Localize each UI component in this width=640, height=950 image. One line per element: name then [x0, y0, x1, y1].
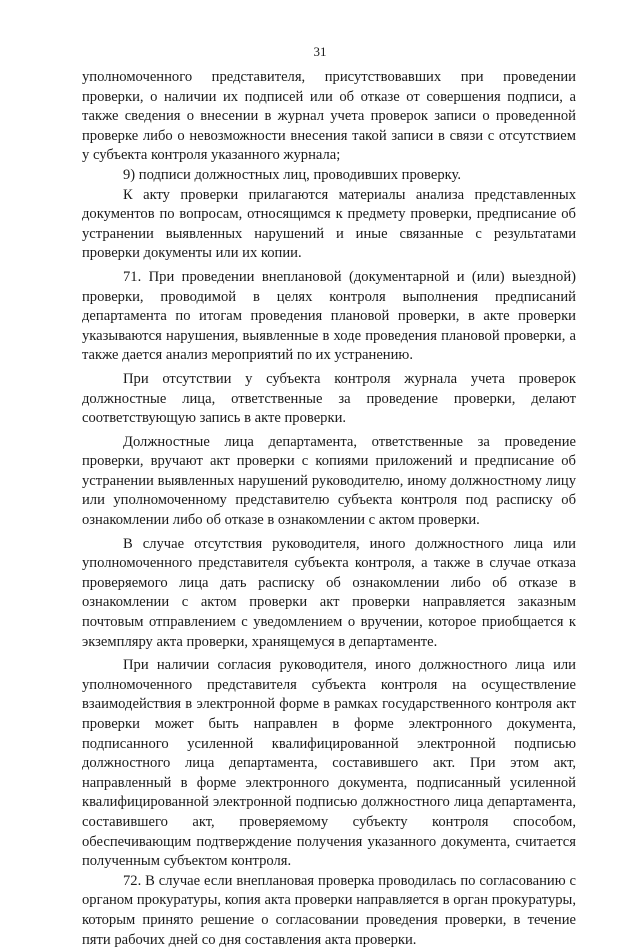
page-number: 31	[313, 44, 327, 59]
paragraph-attachments: К акту проверки прилагаются материалы анализа представленных документов по вопросам, относящимся к предмету проверки, предписание об устранении выявленных нарушений и иные связанные с результатами проверки документы или их копии.	[82, 186, 576, 262]
paragraph-no-journal: При отсутствии у субъекта контроля журнала учета проверок должностные лица, ответственные за проведение проверки, делают соответствующую запись в акте проверки.	[82, 370, 576, 427]
paragraph-72: 72. В случае если внеплановая проверка проводилась по согласованию с органом прокуратуры, копия акта проверки направляется в орган прокуратуры, которым принято решение о согласовании проведения проверки, в течение пяти рабочих дней со дня составления акта проверки.	[82, 872, 576, 948]
document-body	[82, 68, 576, 950]
paragraph-71: 71. При проведении внеплановой (документарной и (или) выездной) проверки, проводимой в целях контроля выполнения предписаний департамента по итогам проведения плановой проверки, в акте проверки указываются нарушения, выявленные в ходе проведения плановой проверки, а также дается анализ мероприятий по их устранению.	[82, 268, 576, 364]
paragraph-continuation: уполномоченного представителя, присутствовавших при проведении проверки, о наличии их подписей или об отказе от совершения подписи, а также сведения о внесении в журнал учета проверок записи о проведенной проверке либо о невозможности внесения такой записи в связи с отсутствием у субъекта контроля указанного журнала;	[82, 69, 576, 164]
paragraph-item-9: 9) подписи должностных лиц, проводивших проверку.	[123, 166, 461, 183]
paragraph-delivery: Должностные лица департамента, ответственные за проведение проверки, вручают акт проверки с копиями приложений и предписание об устранении выявленных нарушений руководителю, иному должностному лицу или уполномоченному представителю субъекта контроля под расписку об ознакомлении либо об отказе в ознакомлении с актом проверки.	[82, 433, 576, 529]
paragraph-absence: В случае отсутствия руководителя, иного должностного лица или уполномоченного представителя субъекта контроля, а также в случае отказа проверяемого лица дать расписку об ознакомлении либо об отказе в ознакомлении с актом проверки акт проверки направляется заказным почтовым отправлением с уведомлением о вручении, которое приобщается к экземпляру акта проверки, хранящемуся в департаменте.	[82, 535, 576, 650]
paragraph-electronic: При наличии согласия руководителя, иного должностного лица или уполномоченного представителя субъекта контроля на осуществление взаимодействия в электронной форме в рамках государственного контроля акт проверки может быть направлен в форме электронного документа, подписанного усиленной квалифицированной электронной подписью должностного лица департамента, составившего акт. При этом акт, направленный в форме электронного документа, подписанный усиленной квалифицированной электронной подписью должностного лица департамента, составившего акт, проверяемому субъекту контроля способом, обеспечивающим подтверждение получения указанного документа, считается полученным субъектом контроля.	[82, 657, 576, 870]
